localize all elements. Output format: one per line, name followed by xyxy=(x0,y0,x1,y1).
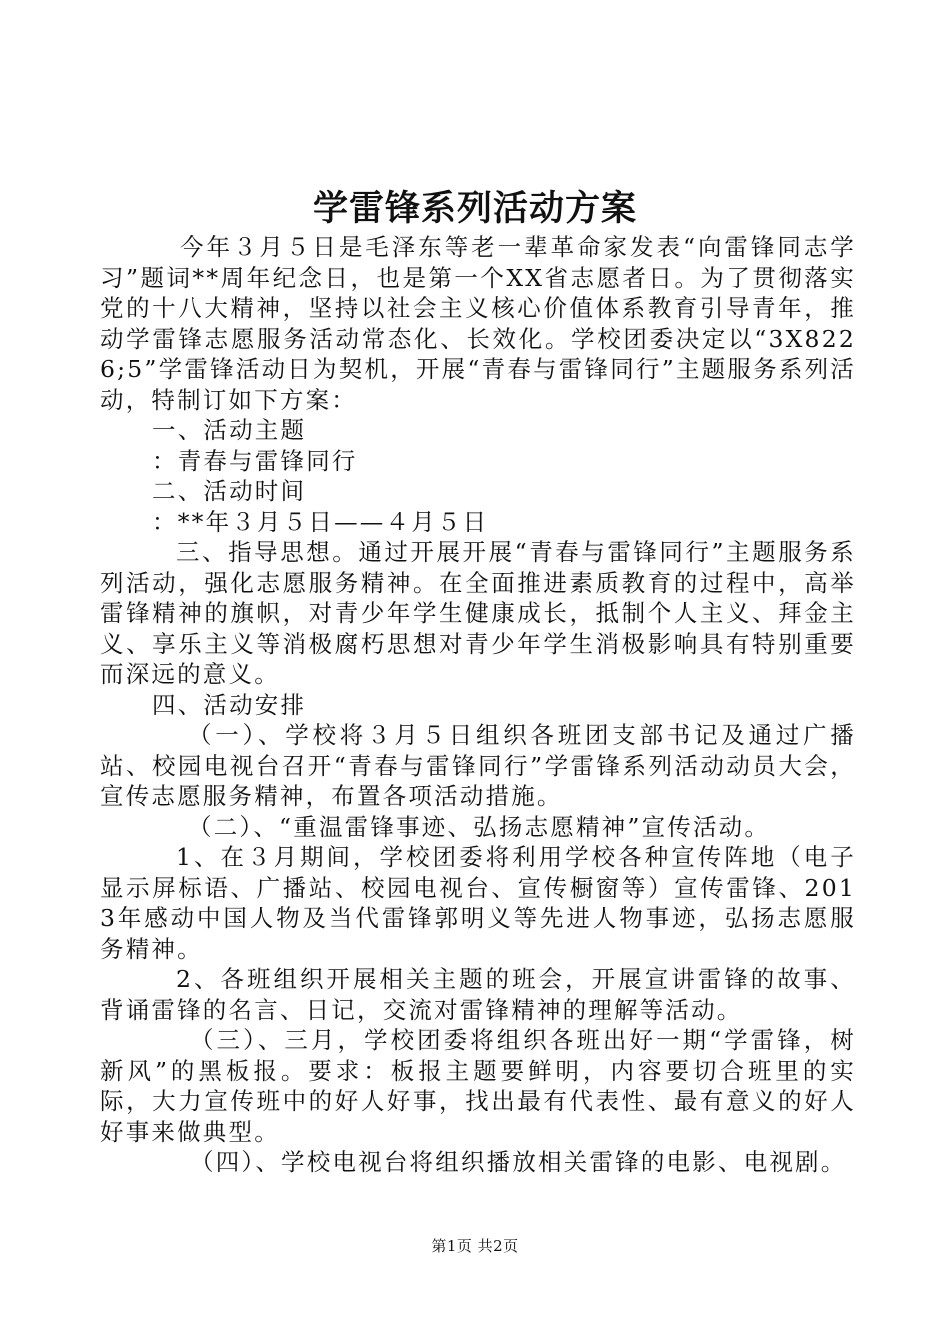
paragraph-arrangement-4: （四）、学校电视台将组织播放相关雷锋的电影、电视剧。 xyxy=(190,1148,847,1176)
paragraph-arrangement-1: （一）、学校将３月５日组织各班团支部书记及通过广播站、校园电视台召开“青春与雷锋同行”学雷锋系列活动动员大会，宣传志愿服务精神，布置各项活动措施。 xyxy=(100,721,856,810)
paragraph-arrangement-3: （三）、三月，学校团委将组织各班出好一期“学雷锋，树新风”的黑板报。要求：板报主题要鲜明，内容要切合班里的实际，大力宣传班中的好人好事，找出最有代表性、最有意义的好人好事来做典型。 xyxy=(100,1026,856,1146)
paragraph-item-1: 1、在３月期间，学校团委将利用学校各种宣传阵地（电子显示屏标语、广播站、校园电视台、宣传橱窗等）宣传雷锋、2013年感动中国人物及当代雷锋郭明义等先进人物事迹，弘扬志愿服务精神。 xyxy=(100,843,856,963)
heading-theme: 一、活动主题 xyxy=(152,416,307,444)
heading-time: 二、活动时间 xyxy=(152,477,307,505)
document-title: 学雷锋系列活动方案 xyxy=(312,189,637,229)
document-body xyxy=(100,232,856,1178)
paragraph-time: ：**年３月５日——４月５日 xyxy=(152,507,489,536)
heading-arrangement: 四、活动安排 xyxy=(152,690,307,719)
paragraph-guiding-idea: 三、指导思想。通过开展开展“青春与雷锋同行”主题服务系列活动，强化志愿服务精神。在全面推进素质教育的过程中，高举雷锋精神的旗帜，对青少年学生健康成长，抵制个人主义、拜金主义、享乐主义等消极腐朽思想对青少年学生消极影响具有特别重要而深远的意义。 xyxy=(100,538,856,688)
paragraph-intro: 今年３月５日是毛泽东等老一辈革命家发表“向雷锋同志学习”题词**周年纪念日，也是第一个XX省志愿者日。为了贯彻落实党的十八大精神，坚持以社会主义核心价值体系教育引导青年，推动学雷锋志愿服务活动常态化、长效化。学校团委决定以“3X8226;5”学雷锋活动日为契机，开展“青春与雷锋同行”主题服务系列活动，特制订如下方案： xyxy=(100,233,856,414)
paragraph-arrangement-2: （二）、“重温雷锋事迹、弘扬志愿精神”宣传活动。 xyxy=(188,812,771,841)
paragraph-theme: ：青春与雷锋同行 xyxy=(152,446,358,475)
page-footer: 第1页 共2页 xyxy=(431,1237,519,1255)
paragraph-item-2: 2、各班组织开展相关主题的班会，开展宣讲雷锋的故事、背诵雷锋的名言、日记，交流对雷锋精神的理解等活动。 xyxy=(100,965,856,1024)
